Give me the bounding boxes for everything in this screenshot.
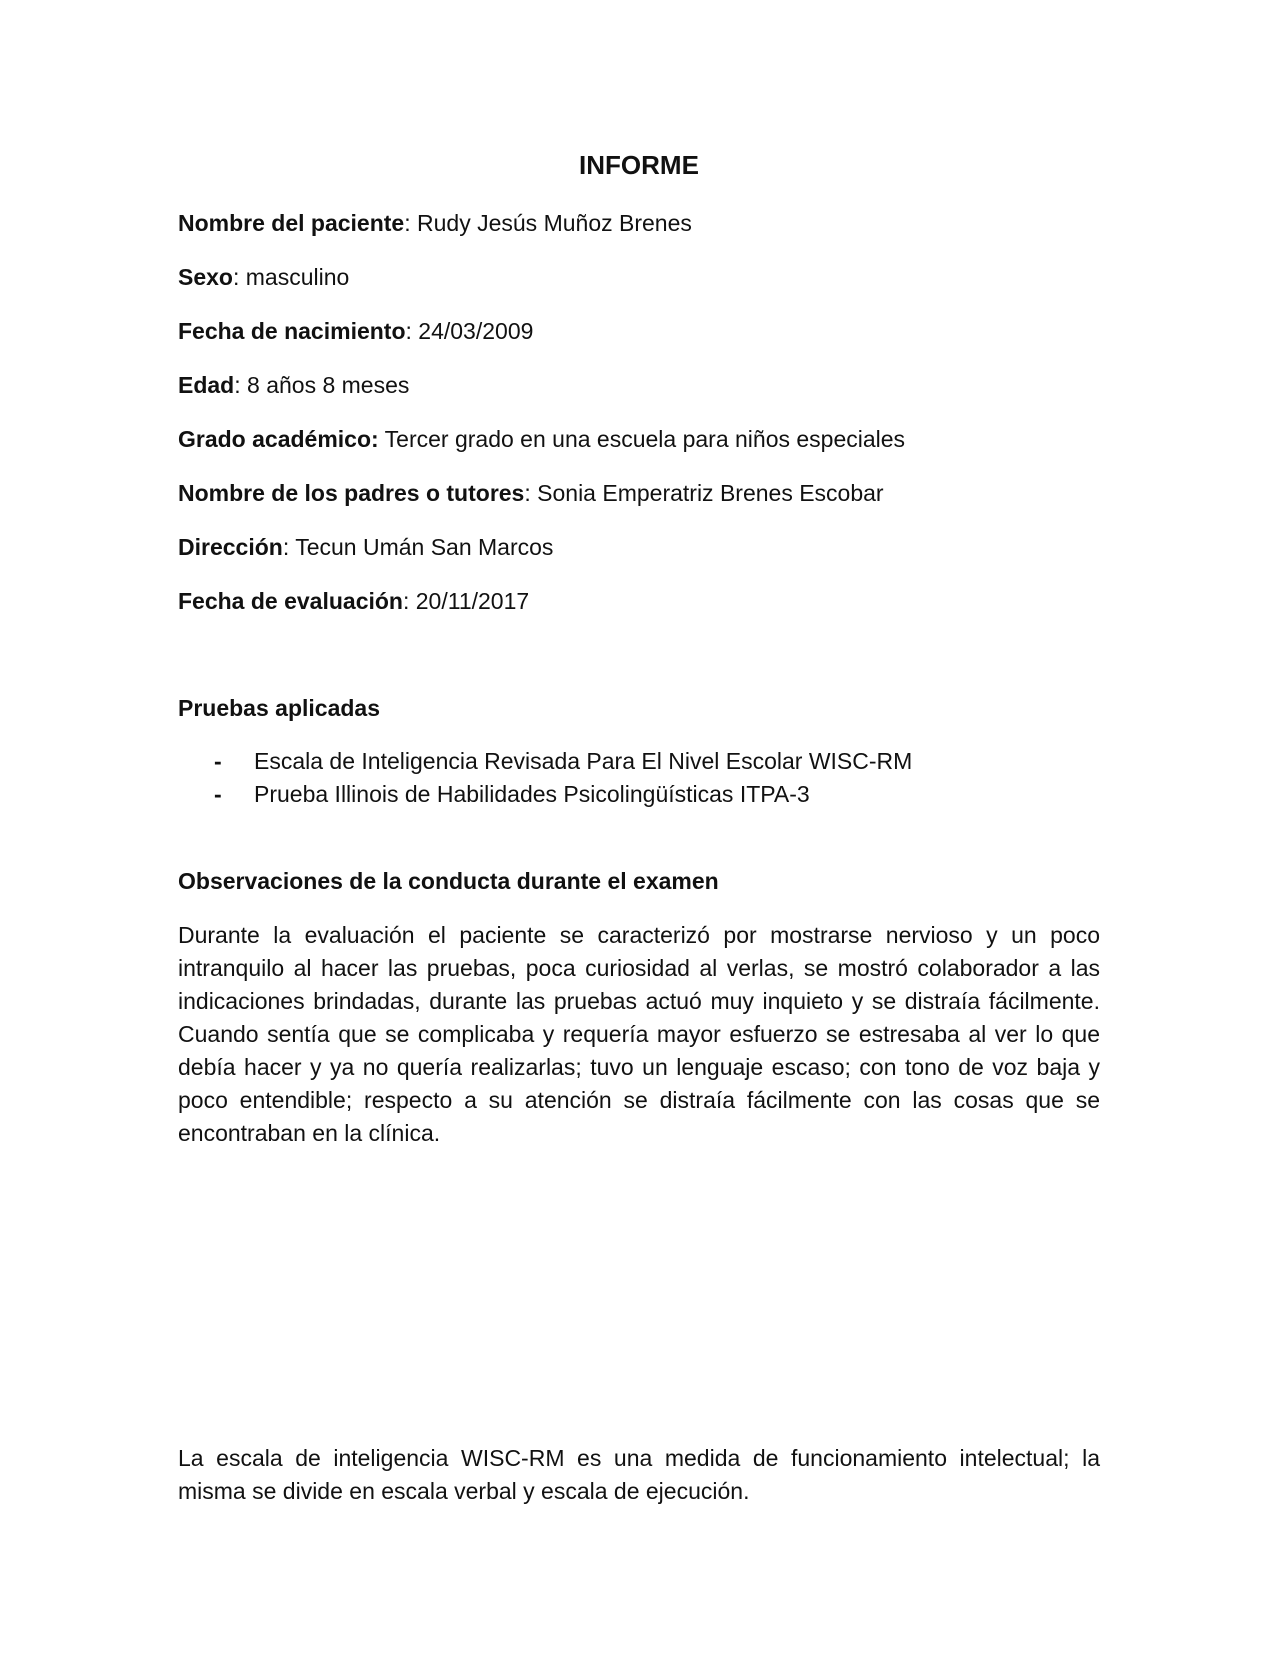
field-separator: :	[232, 264, 246, 290]
field-label: Nombre del paciente	[178, 210, 405, 236]
field-age	[178, 370, 409, 400]
field-label: Sexo	[178, 264, 233, 290]
field-separator: :	[524, 480, 538, 506]
field-label: Edad	[178, 372, 235, 398]
field-birth-date	[178, 316, 533, 346]
tests-list	[178, 745, 1100, 811]
field-separator: :	[402, 588, 416, 614]
field-value: Tercer grado en una escuela para niños especiales	[384, 426, 906, 452]
wisc-paragraph: La escala de inteligencia WISC-RM es una medida de funcionamiento intelectual; la misma se divide en escala verbal y escala de ejecución.	[178, 1445, 1100, 1504]
field-label: Fecha de evaluación	[178, 588, 403, 614]
field-label: Dirección	[178, 534, 283, 560]
bullet-marker: -	[214, 748, 222, 774]
field-patient-name	[178, 208, 692, 238]
field-value: 20/11/2017	[415, 588, 530, 614]
field-separator: :	[234, 372, 248, 398]
field-label: Fecha de nacimiento	[178, 318, 406, 344]
document-page	[178, 0, 1100, 1656]
field-value: Tecun Umán San Marcos	[295, 534, 554, 560]
field-value: 24/03/2009	[418, 318, 534, 344]
field-value: Rudy Jesús Muñoz Brenes	[417, 210, 692, 236]
field-label: Grado académico:	[178, 426, 379, 452]
list-item	[178, 778, 1100, 811]
list-item-text: Escala de Inteligencia Revisada Para El Nivel Escolar WISC-RM	[254, 748, 913, 774]
field-value: Sonia Emperatriz Brenes Escobar	[537, 480, 884, 506]
list-item-text: Prueba Illinois de Habilidades Psicolingüísticas ITPA-3	[254, 781, 810, 807]
field-separator: :	[282, 534, 296, 560]
field-separator: :	[405, 318, 419, 344]
field-value: 8 años 8 meses	[247, 372, 410, 398]
observations-paragraph: Durante la evaluación el paciente se caracterizó por mostrarse nervioso y un poco intranquilo al hacer las pruebas, poca curiosidad al verlas, se mostró colaborador a las indicaciones brindadas, durante las pruebas actuó muy inquieto y se distraía fácilmente. Cuando sentía que se complicaba y requería mayor esfuerzo se estresaba al ver lo que debía hacer y ya no quería realizarlas; tuvo un lenguaje escaso; con tono de voz baja y poco entendible; respecto a su atención se distraía fácilmente con las cosas que se encontraban en la clínica.	[178, 922, 1100, 1146]
field-evaluation-date	[178, 586, 529, 616]
field-sex	[178, 262, 349, 292]
bullet-marker: -	[214, 781, 222, 807]
tests-heading: Pruebas aplicadas	[178, 695, 380, 721]
observations-heading: Observaciones de la conducta durante el examen	[178, 868, 719, 894]
field-label: Nombre de los padres o tutores	[178, 480, 525, 506]
field-parents	[178, 478, 884, 508]
document-title: INFORME	[579, 150, 699, 180]
field-academic-grade	[178, 424, 905, 454]
field-value: masculino	[245, 264, 350, 290]
field-separator: :	[404, 210, 418, 236]
list-item	[178, 745, 1100, 778]
field-address	[178, 532, 553, 562]
